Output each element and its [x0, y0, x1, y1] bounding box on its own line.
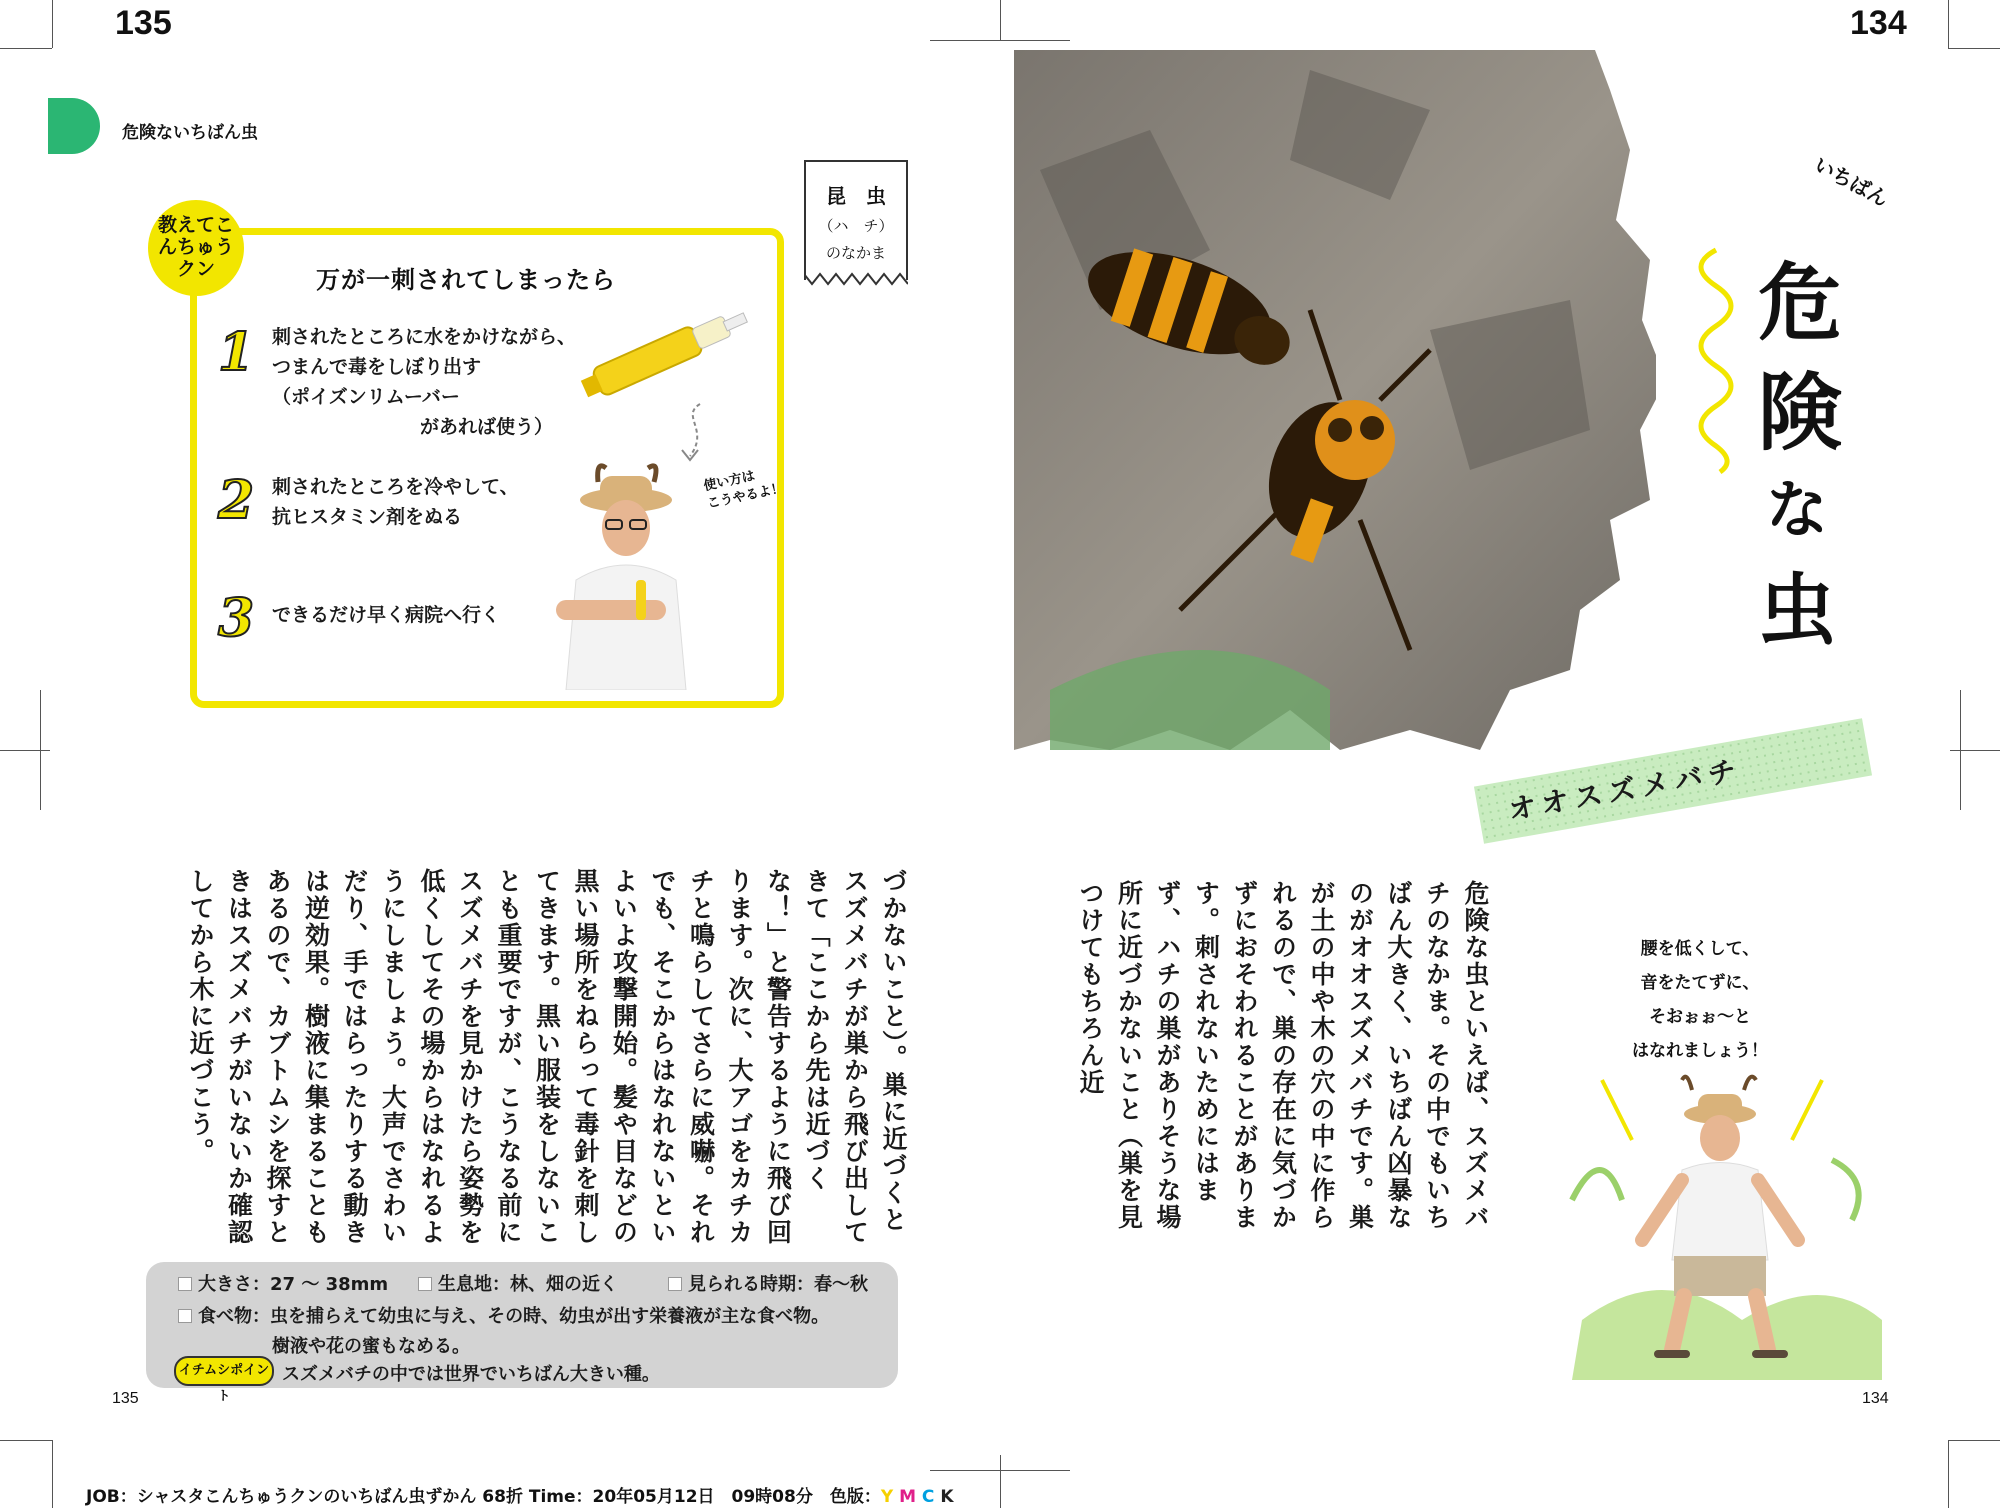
crop-mark [52, 1440, 53, 1508]
crouch-speech-line: 音をたてずに、 [1640, 973, 1760, 993]
info-point: スズメバチの中では世界でいちばん大きい種。 [282, 1364, 660, 1385]
point-badge: イチムシポイント [174, 1356, 274, 1386]
body-text-left: づかないこと）。巣に近づくとスズメバチが巣から飛び出してきて「ここから先は近づくな！」と警告するように飛び回ります。次に、大アゴをカチカチと鳴らしてさらに威嚇。それでも、そこからはなれないといよいよ攻撃開始。髪や目などの黒い場所をねらって毒針を刺してきます。黒い服装をしないことも重要ですが、こうなる前にスズメバチを見かけたら姿勢を低くしてその場からはなれるようにしましょう。大声でさわいだり、手ではらったりする動きは逆効果。樹液に集まることもあるので、カブトムシを探すときはスズメバチがいないか確認してから木に近づこう。 [186, 868, 908, 1246]
category-line1: 昆 虫 [826, 184, 886, 208]
crop-mark [1948, 0, 1949, 48]
plate-m: M [899, 1487, 916, 1507]
info-size: 大きさ：27 ～ 38mm [178, 1270, 388, 1296]
step-2-line: 刺されたところを冷やして、 [272, 476, 519, 498]
step-1-line: （ポイズンリムーバー [272, 386, 460, 408]
hornet-photo [1010, 50, 1656, 750]
page-number-right-bottom: 134 [1862, 1390, 1889, 1407]
page-number-left-bottom: 135 [112, 1390, 139, 1407]
species-name: オオスズメバチ [1505, 753, 1745, 827]
plate-k: K [940, 1487, 954, 1507]
crouch-speech-line: そおぉぉ～と [1649, 1007, 1751, 1027]
category-line3: のなかま [825, 244, 886, 262]
footer-job-line [86, 1482, 954, 1507]
category-tag [804, 160, 908, 280]
crop-mark [1950, 750, 2000, 751]
info-season: 見られる時期：春～秋 [668, 1270, 868, 1296]
crop-mark [1948, 1440, 1949, 1508]
tip-badge-text: 教えてこんちゅうクン [157, 214, 234, 280]
category-tag-zigzag [804, 272, 908, 286]
crop-mark [930, 1470, 1070, 1471]
step-1-line: つまんで毒をしぼり出す [272, 356, 482, 378]
info-habitat: 生息地：林、畑の近く [418, 1270, 618, 1296]
crop-mark [930, 40, 1070, 41]
step-number-1: 1 [218, 322, 255, 383]
crop-mark [0, 1440, 52, 1441]
crop-mark [52, 0, 53, 48]
page-number-right: 134 [1850, 4, 1907, 42]
headline-char-4: 虫 [1758, 566, 1837, 656]
crop-mark [40, 690, 41, 810]
info-food: 食べ物：虫を捕らえて幼虫に与え、その時、幼虫が出す栄養液が主な食べ物。 [178, 1302, 829, 1328]
step-2-text [272, 472, 519, 532]
person-demonstration-image [536, 460, 712, 690]
crouch-speech-line: はなれましょう！ [1632, 1041, 1768, 1061]
step-1-text [272, 322, 576, 442]
step-number-2: 2 [218, 470, 255, 531]
crop-mark [1000, 0, 1001, 40]
poison-remover-image [570, 296, 760, 406]
step-1-line: 刺されたところに水をかけながら、 [272, 326, 577, 348]
headline-small: いちばん [1810, 152, 1893, 212]
step-3-line: できるだけ早く病院へ行く [272, 604, 501, 626]
footer-job-text: JOB：シャスタこんちゅうクンのいちばん虫ずかん 68折 Time：20年05月12日 09時08分 色版： [86, 1487, 881, 1507]
headline-char-1: 危 [1758, 254, 1843, 352]
step-1-line: があれば使う） [420, 416, 554, 438]
crop-mark [1960, 690, 1961, 810]
tip-badge [148, 200, 244, 296]
crop-mark [0, 48, 52, 49]
section-tab-marker [48, 98, 100, 154]
squiggle-decoration [1676, 246, 1746, 476]
plate-c: C [921, 1487, 935, 1507]
crop-mark [1000, 1455, 1001, 1508]
crop-mark [0, 750, 50, 751]
step-2-line: 抗ヒスタミン剤をぬる [272, 506, 463, 528]
crouch-speech-line: 腰を低くして、 [1640, 939, 1760, 959]
section-title: 危険ないちばん虫 [122, 123, 258, 143]
headline-char-3: な [1766, 473, 1829, 546]
crouching-person-image [1562, 1020, 1888, 1380]
step-3-text [272, 600, 500, 630]
plate-y: Y [880, 1487, 894, 1507]
crop-mark [1948, 1440, 2000, 1441]
page-number-left: 135 [115, 4, 172, 42]
tip-speech: 使い方は こうやるよ！ [702, 468, 786, 512]
step-number-3: 3 [218, 588, 255, 649]
tip-title: 万が一刺されてしまったら [316, 266, 616, 294]
crop-mark [1948, 48, 2000, 49]
category-line2: （ハ チ） [818, 217, 894, 235]
info-food-2: 樹液や花の蜜もなめる。 [272, 1336, 470, 1357]
body-text-right: 危険な虫といえば、スズメバチのなかま。その中でもいちばん大きく、いちばん凶暴なのがオオスズメバチです。巣が土の中や木の穴の中に作られるので、巣の存在に気づかずにおそわれることがあります。刺されないためにはまず、ハチの巣がありそうな場所に近づかないこと（巣を見つけてもちろん近 [1076, 880, 1490, 1231]
headline-char-2: 険 [1758, 364, 1843, 462]
